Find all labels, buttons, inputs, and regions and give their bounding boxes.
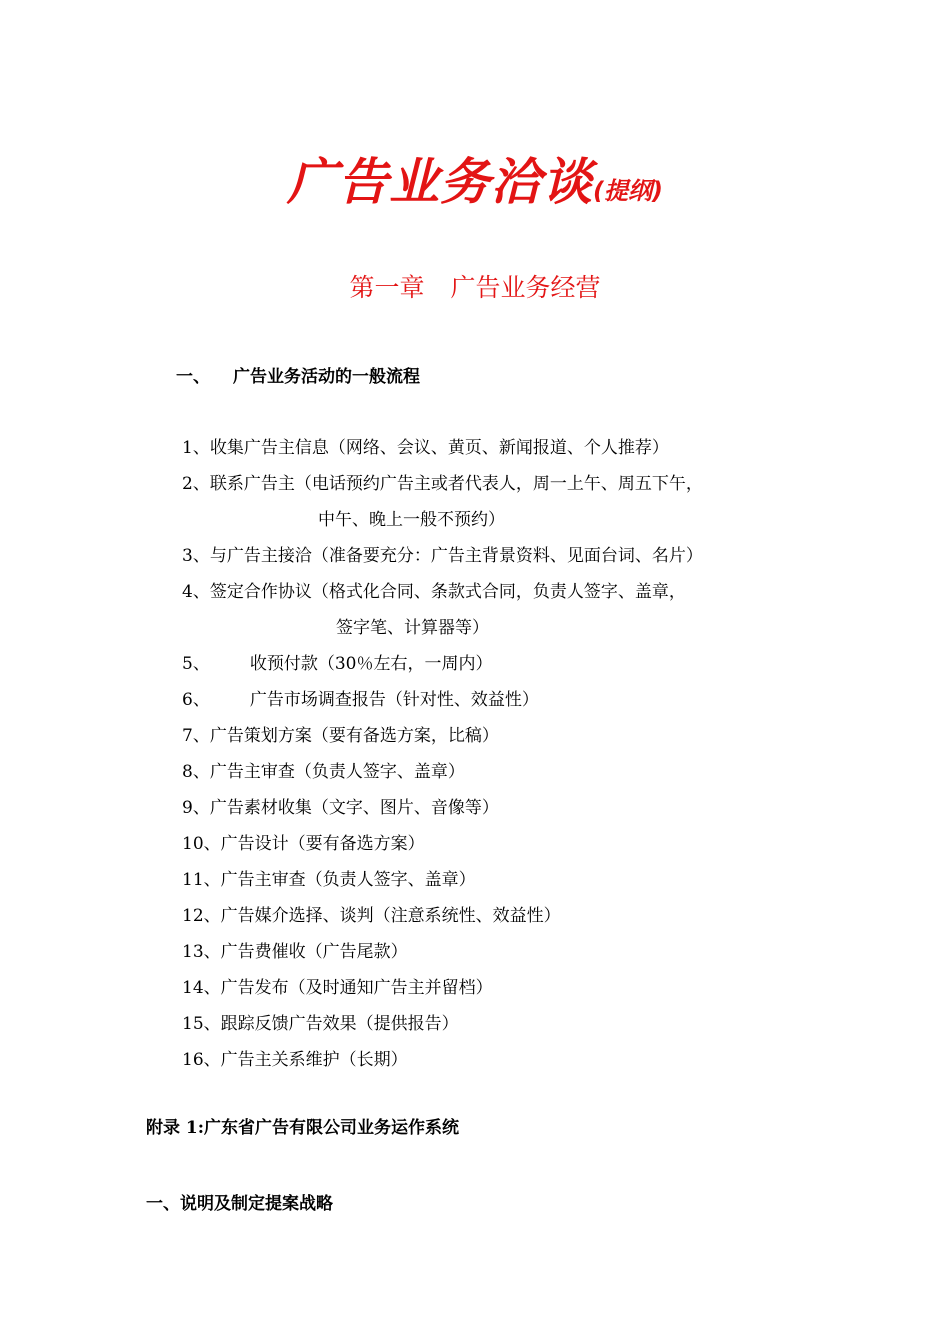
list-item: 11、广告主审查（负责人签字、盖章） bbox=[182, 870, 476, 890]
list-item: 12、广告媒介选择、谈判（注意系统性、效益性） bbox=[182, 906, 561, 926]
list-item-text: 收预付款（30％左右，一周内） bbox=[249, 654, 493, 674]
list-item: 10、广告设计（要有备选方案） bbox=[182, 834, 425, 854]
title-main: 广告业务洽谈 bbox=[287, 153, 594, 211]
list-item bbox=[182, 646, 703, 682]
list-item: 15、跟踪反馈广告效果（提供报告） bbox=[182, 1014, 459, 1034]
list-item: 4、签定合作协议（格式化合同、条款式合同，负责人签字、盖章， bbox=[182, 582, 686, 602]
list-item: 2、联系广告主（电话预约广告主或者代表人，周一上午、周五下午， bbox=[182, 474, 703, 494]
title-sub: (提纲) bbox=[593, 177, 663, 205]
list-item: 13、广告费催收（广告尾款） bbox=[182, 942, 408, 962]
list-item-number: 5、 bbox=[182, 654, 210, 674]
list-item: 1、收集广告主信息（网络、会议、黄页、新闻报道、个人推荐） bbox=[182, 438, 669, 458]
list-item: 9、广告素材收集（文字、图片、音像等） bbox=[182, 798, 499, 818]
list-item-continuation: 中午、晚上一般不预约） bbox=[318, 510, 505, 530]
chapter-heading bbox=[0, 270, 950, 306]
list-item: 7、广告策划方案（要有备选方案，比稿） bbox=[182, 726, 499, 746]
appendix-heading: 附录 1:广东省广告有限公司业务运作系统 bbox=[146, 1118, 460, 1138]
section-heading bbox=[176, 363, 420, 391]
process-list bbox=[182, 430, 703, 1078]
list-item bbox=[182, 682, 703, 718]
list-item-continuation: 签字笔、计算器等） bbox=[336, 618, 489, 638]
section-title: 广告业务活动的一般流程 bbox=[233, 367, 420, 387]
document-title bbox=[0, 152, 950, 221]
list-item: 14、广告发布（及时通知广告主并留档） bbox=[182, 978, 493, 998]
list-item-text: 广告市场调查报告（针对性、效益性） bbox=[249, 690, 539, 710]
list-item: 16、广告主关系维护（长期） bbox=[182, 1050, 408, 1070]
chapter-number: 第一章 bbox=[349, 273, 425, 302]
section2-heading: 一、说明及制定提案战略 bbox=[146, 1194, 333, 1214]
section-number: 一、 bbox=[176, 367, 210, 387]
chapter-name: 广告业务经营 bbox=[450, 273, 601, 302]
list-item: 3、与广告主接洽（准备要充分：广告主背景资料、见面台词、名片） bbox=[182, 546, 703, 566]
list-item: 8、广告主审查（负责人签字、盖章） bbox=[182, 762, 465, 782]
list-item-number: 6、 bbox=[182, 690, 210, 710]
